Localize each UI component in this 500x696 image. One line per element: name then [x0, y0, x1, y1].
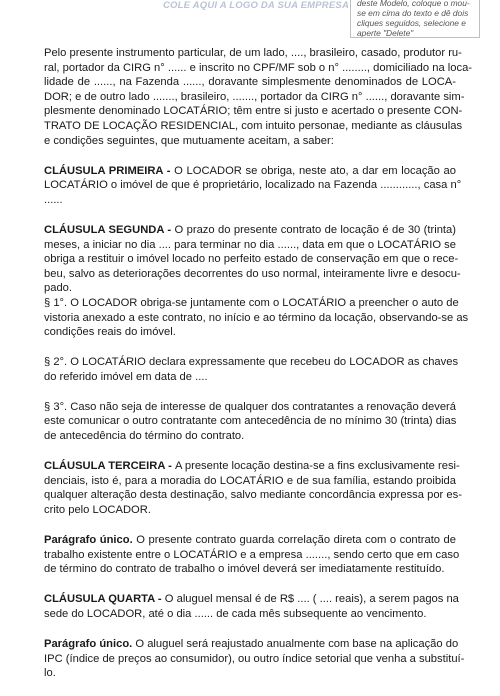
text-line-content: beu, salvo as deteriorações decorrentes do uso normal, inteiramente livre e desocu-: [44, 267, 461, 280]
contract-paragraph: [44, 355, 459, 384]
text-line-content: § 3°. Caso não seja de interesse de qualquer dos contratantes a renovação deverá: [44, 400, 456, 413]
contract-body: [44, 46, 473, 696]
text-line: [44, 267, 461, 282]
text-line-content: O LOCADOR se obriga, neste ato, a dar em locação ao: [174, 164, 456, 177]
contract-paragraph: [44, 400, 456, 444]
text-line-content: O aluguel mensal é de R$ .... ( .... reais), a serem pagos na: [164, 593, 459, 606]
text-line: [44, 533, 456, 548]
text-line: [44, 252, 459, 267]
text-line-content: denciais, isto é, para a moradia do LOCATÁRIO e de sua família, estando proibida: [44, 474, 456, 487]
text-line-content: pado.: [44, 282, 72, 295]
text-line-content: qualquer alteração desta destinação, salvo mediante concordância expressa por es-: [44, 489, 462, 502]
clause-title: CLÁUSULA SEGUNDA -: [44, 223, 175, 236]
text-line-content: de antecedência do término do contrato.: [44, 430, 245, 443]
instruction-note-line: aperte "Delete": [357, 28, 414, 38]
clause-paragraph: [44, 164, 462, 208]
clause-title: CLÁUSULA PRIMEIRA -: [44, 164, 175, 177]
instruction-note-line: se em cima do texto e dê dois: [357, 8, 469, 18]
text-line-content: Pelo presente instrumento particular, de um lado, ...., brasileiro, casado, produtor ru-: [44, 47, 462, 59]
text-line-content: A presente locação destina-se a fins exclusivamente resi-: [174, 460, 460, 473]
clause-paragraph: [44, 592, 459, 621]
text-line: [44, 503, 456, 518]
text-line-content: O presente contrato guarda correlação direta com o contrato de: [136, 534, 457, 547]
text-line-content: TRATO DE LOCAÇÃO RESIDENCIAL, com intuito personae, mediante as cláusulas: [44, 119, 463, 132]
text-line-content: do referido imóvel em data de ....: [44, 370, 208, 383]
text-line: [44, 637, 459, 652]
text-line: [44, 370, 456, 385]
instruction-note: [350, 0, 480, 38]
text-line-content: de término do contrato de trabalho o imóvel deverá ser imediatamente restituído.: [44, 563, 445, 576]
text-line-content: IPC (índice de preços ao consumidor), ou outro índice setorial que venha a substituí-: [44, 652, 465, 665]
text-line-content: obriga a restituir o imóvel locado no perfeito estado de conservação em que o rece-: [44, 253, 459, 266]
text-line-content: e condições seguintes, que mutuamente aceitam, a saber:: [44, 134, 334, 147]
text-line-content: lidade de ......, na Fazenda ......, doravante simplesmente denominados de LOCA-: [44, 76, 456, 89]
text-line: [44, 355, 459, 370]
text-line: [44, 414, 456, 429]
text-line: condições reais do imóvel.: [44, 326, 176, 339]
text-line: [44, 164, 456, 179]
text-line-content: meses, a iniciar no dia .... para terminar no dia ......, data em que o LOCATÁRIO se: [44, 238, 456, 251]
text-line: [44, 193, 456, 208]
text-line-content: trabalho existente entre o LOCATÁRIO e a empresa ......., sendo certo que em caso: [44, 548, 460, 561]
text-line: [44, 400, 456, 415]
text-line-content: crito pelo LOCADOR.: [44, 503, 151, 516]
text-line: [44, 281, 456, 296]
text-line-content: lo.: [44, 667, 56, 680]
text-line-content: plesmente denominado LOCATÁRIO; têm entre si justo e acertado o presente CON-: [44, 105, 463, 118]
text-line: vistoria anexado a este contrato, no início e ao término da locação, observando-se as: [44, 311, 469, 324]
instruction-note-line: deste Modelo, coloque o mou-: [357, 0, 470, 8]
text-line: [44, 429, 456, 444]
text-line: [44, 61, 473, 76]
text-line: [44, 607, 456, 622]
document-header: [0, 0, 500, 38]
text-line-content: ral, portador da CIRG n° ...... e inscrito no CPF/MF sob o n° ........, domiciliado na loca-: [44, 61, 473, 74]
text-line: [44, 238, 456, 253]
logo-placeholder: COLE AQUI A LOGO DA SUA EMPRESA: [163, 0, 350, 11]
text-line: [44, 104, 463, 119]
clause-title: Parágrafo único.: [44, 638, 136, 650]
clause-paragraph: [44, 637, 465, 681]
text-line: [44, 223, 456, 238]
clause-paragraph: [44, 533, 460, 577]
text-line: [44, 548, 460, 563]
text-line-content: ......: [44, 193, 63, 206]
contract-paragraph: [44, 46, 473, 148]
text-line: [44, 46, 462, 61]
clause-paragraph: [44, 459, 462, 517]
text-line: [44, 178, 462, 193]
clause-title: Parágrafo único.: [44, 534, 137, 547]
text-line-content: sede do LOCADOR, até o dia ...... de cada mês subsequente ao vencimento.: [44, 607, 427, 620]
text-line-content: O prazo do presente contrato de locação é de 30 (trinta): [174, 223, 456, 236]
text-line: § 1°. O LOCADOR obriga-se juntamente com o LOCATÁRIO a preencher o auto de: [44, 296, 459, 309]
text-line: [44, 134, 456, 149]
clause-paragraph: [44, 223, 469, 340]
text-line-content: § 2°. O LOCATÁRIO declara expressamente que recebeu do LOCADOR as chaves: [44, 356, 459, 369]
text-line-content: O aluguel será reajustado anualmente com base na aplicação do: [135, 638, 459, 650]
instruction-note-line: cliques seguidos, selecione e: [357, 18, 466, 28]
text-line: [44, 75, 456, 90]
text-line: [44, 652, 465, 667]
text-line-content: LOCATÁRIO o imóvel de que é proprietário, localizado na Fazenda ............, casa n°: [44, 179, 462, 192]
text-line: [44, 119, 463, 134]
text-line: [44, 90, 465, 105]
text-line: [44, 459, 460, 474]
text-line-content: DOR; e de outro lado ......., brasileiro, ......., portador da CIRG n° ......, doravante sim-: [44, 90, 465, 103]
text-line-content: este comunicar o outro contratante com antecedência de no mínimo 30 (trinta) dias: [44, 415, 457, 428]
text-line: [44, 488, 462, 503]
clause-title: CLÁUSULA QUARTA -: [44, 593, 165, 606]
clause-title: CLÁUSULA TERCEIRA -: [44, 460, 175, 473]
text-line: [44, 562, 456, 577]
text-line: [44, 474, 456, 489]
text-line: [44, 666, 456, 681]
